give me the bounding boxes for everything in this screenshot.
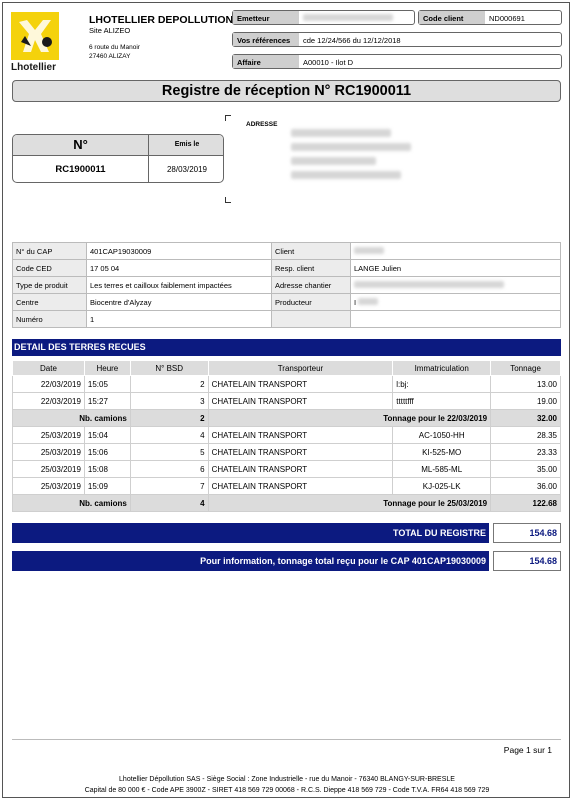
cell-date: 25/03/2019 [13, 444, 85, 461]
adresse-chantier-label: Adresse chantier [272, 277, 351, 294]
cell-heure: 15:08 [84, 461, 130, 478]
cell-tonnage: 35.00 [491, 461, 561, 478]
company-name: LHOTELLIER DEPOLLUTION [89, 14, 234, 26]
col-header-transporteur: Transporteur [208, 361, 393, 376]
document-title: Registre de réception N° RC1900011 [12, 80, 561, 102]
receipt-number-label: N° [13, 135, 149, 156]
resp-value: LANGE Julien [351, 260, 561, 277]
client-value [351, 243, 561, 260]
cell-tonnage: 36.00 [491, 478, 561, 495]
emetteur-box [232, 10, 415, 25]
vos-references-value: cde 12/24/566 du 12/12/2018 [303, 36, 401, 45]
cell-immatriculation: tttttfff [393, 393, 491, 410]
cell-heure: 15:09 [84, 478, 130, 495]
company-address-line1: 6 route du Manoir [89, 44, 140, 51]
subtotal-tonnage-label: Tonnage pour le 25/03/2019 [208, 495, 491, 512]
cell-heure: 15:27 [84, 393, 130, 410]
resp-label: Resp. client [272, 260, 351, 277]
subtotal-camions-label: Nb. camions [13, 410, 131, 427]
client-label: Client [272, 243, 351, 260]
cell-transporteur: CHATELAIN TRANSPORT [208, 478, 393, 495]
cell-bsd: 4 [130, 427, 208, 444]
address-corner-bl [225, 197, 231, 203]
cell-heure: 15:06 [84, 444, 130, 461]
receipt-date-label: Emis le [149, 135, 224, 156]
cell-immatriculation: KI-525-MO [393, 444, 491, 461]
adresse-chantier-value [351, 277, 561, 294]
cell-bsd: 6 [130, 461, 208, 478]
emetteur-label: Emetteur [233, 11, 299, 24]
table-row [13, 478, 561, 495]
address-redacted [291, 129, 411, 179]
cell-immatriculation: AC-1050-HH [393, 427, 491, 444]
footer-line1: Lhotellier Dépollution SAS - Siège Social : Zone Industrielle - rue du Manoir - 76340 BLANGY-SUR-BRESLE [119, 776, 455, 783]
receipt-date: 28/03/2019 [166, 165, 208, 174]
cell-bsd: 3 [130, 393, 208, 410]
address-label: ADRESSE [246, 121, 278, 128]
subtotal-tonnage: 122.68 [491, 495, 561, 512]
cell-immatriculation: l:bj: [393, 376, 491, 393]
numero-value: 1 [87, 311, 272, 328]
cell-transporteur: CHATELAIN TRANSPORT [208, 393, 393, 410]
info-row [13, 294, 561, 311]
cell-tonnage: 28.35 [491, 427, 561, 444]
info-row [13, 277, 561, 294]
type-value: Les terres et cailloux faiblement impactées [87, 277, 272, 294]
total-registre-label: TOTAL DU REGISTRE [12, 523, 489, 543]
cap-value: 401CAP19030009 [87, 243, 272, 260]
company-site: Site ALIZEO [89, 26, 131, 35]
vos-references-label: Vos références [233, 33, 299, 46]
total-cap-value: 154.68 [493, 551, 561, 571]
cell-transporteur: CHATELAIN TRANSPORT [208, 461, 393, 478]
cell-bsd: 2 [130, 376, 208, 393]
footer-divider [12, 739, 561, 740]
cell-heure: 15:04 [84, 427, 130, 444]
document-page [2, 2, 570, 798]
affaire-value: A00010 - Ilot D [303, 58, 354, 67]
info-row [13, 260, 561, 277]
centre-value: Biocentre d'Alyzay [87, 294, 272, 311]
emetteur-value [299, 11, 414, 24]
cell-bsd: 5 [130, 444, 208, 461]
type-label: Type de produit [13, 277, 87, 294]
detail-section-title: DETAIL DES TERRES RECUES [12, 339, 561, 356]
cell-transporteur: CHATELAIN TRANSPORT [208, 376, 393, 393]
subtotal-tonnage: 32.00 [491, 410, 561, 427]
cell-immatriculation: ML-585-ML [393, 461, 491, 478]
detail-table [12, 360, 561, 512]
subtotal-camions-label: Nb. camions [13, 495, 131, 512]
subtotal-camions: 4 [130, 495, 208, 512]
cell-date: 25/03/2019 [13, 478, 85, 495]
cell-tonnage: 13.00 [491, 376, 561, 393]
info-table [12, 242, 561, 328]
cell-date: 22/03/2019 [13, 393, 85, 410]
address-corner-tl [225, 115, 231, 121]
cell-tonnage: 19.00 [491, 393, 561, 410]
subtotal-row [13, 495, 561, 512]
col-header-date: Date [13, 361, 85, 376]
subtotal-tonnage-label: Tonnage pour le 22/03/2019 [208, 410, 491, 427]
producteur-value [351, 294, 561, 311]
info-row [13, 311, 561, 328]
table-row [13, 393, 561, 410]
total-registre-value: 154.68 [493, 523, 561, 543]
detail-header-row [13, 361, 561, 376]
cell-date: 25/03/2019 [13, 427, 85, 444]
logo-mark [11, 12, 59, 60]
cell-date: 25/03/2019 [13, 461, 85, 478]
affaire-label: Affaire [233, 55, 299, 68]
centre-label: Centre [13, 294, 87, 311]
cell-tonnage: 23.33 [491, 444, 561, 461]
table-row [13, 461, 561, 478]
table-row [13, 444, 561, 461]
cell-transporteur: CHATELAIN TRANSPORT [208, 444, 393, 461]
page-number: Page 1 sur 1 [503, 745, 552, 755]
affaire-box [232, 54, 562, 69]
producteur-label: Producteur [272, 294, 351, 311]
code-client-value: ND000691 [489, 14, 525, 23]
table-row [13, 427, 561, 444]
col-header-tonnage: Tonnage [491, 361, 561, 376]
cell-transporteur: CHATELAIN TRANSPORT [208, 427, 393, 444]
cell-heure: 15:05 [84, 376, 130, 393]
vos-references-box [232, 32, 562, 47]
col-header-bsd: N° BSD [130, 361, 208, 376]
code-client-label: Code client [419, 11, 485, 24]
total-cap-label: Pour information, tonnage total reçu pour le CAP 401CAP19030009 [12, 551, 489, 571]
col-header-heure: Heure [84, 361, 130, 376]
subtotal-row [13, 410, 561, 427]
company-logo [11, 12, 59, 72]
receipt-box [12, 134, 224, 183]
company-address-line2: 27460 ALIZAY [89, 53, 131, 60]
table-row [13, 376, 561, 393]
footer-line2: Capital de 80 000 € - Code APE 3900Z - SIRET 418 569 729 00068 - R.C.S. Dieppe 418 569 729 - Code T.V.A. FR64 418 569 729 [84, 787, 490, 794]
numero-label: Numéro [13, 311, 87, 328]
subtotal-camions: 2 [130, 410, 208, 427]
col-header-immatriculation: Immatriculation [393, 361, 491, 376]
info-row [13, 243, 561, 260]
cap-label: N° du CAP [13, 243, 87, 260]
producteur-text: I [354, 297, 357, 307]
code-client-box [418, 10, 562, 25]
cell-date: 22/03/2019 [13, 376, 85, 393]
ced-value: 17 05 04 [87, 260, 272, 277]
empty-label [272, 311, 351, 328]
empty-value [351, 311, 561, 328]
ced-label: Code CED [13, 260, 87, 277]
receipt-number: RC1900011 [13, 156, 149, 183]
cell-bsd: 7 [130, 478, 208, 495]
logo-text: Lhotellier [11, 62, 57, 73]
cell-immatriculation: KJ-025-LK [393, 478, 491, 495]
